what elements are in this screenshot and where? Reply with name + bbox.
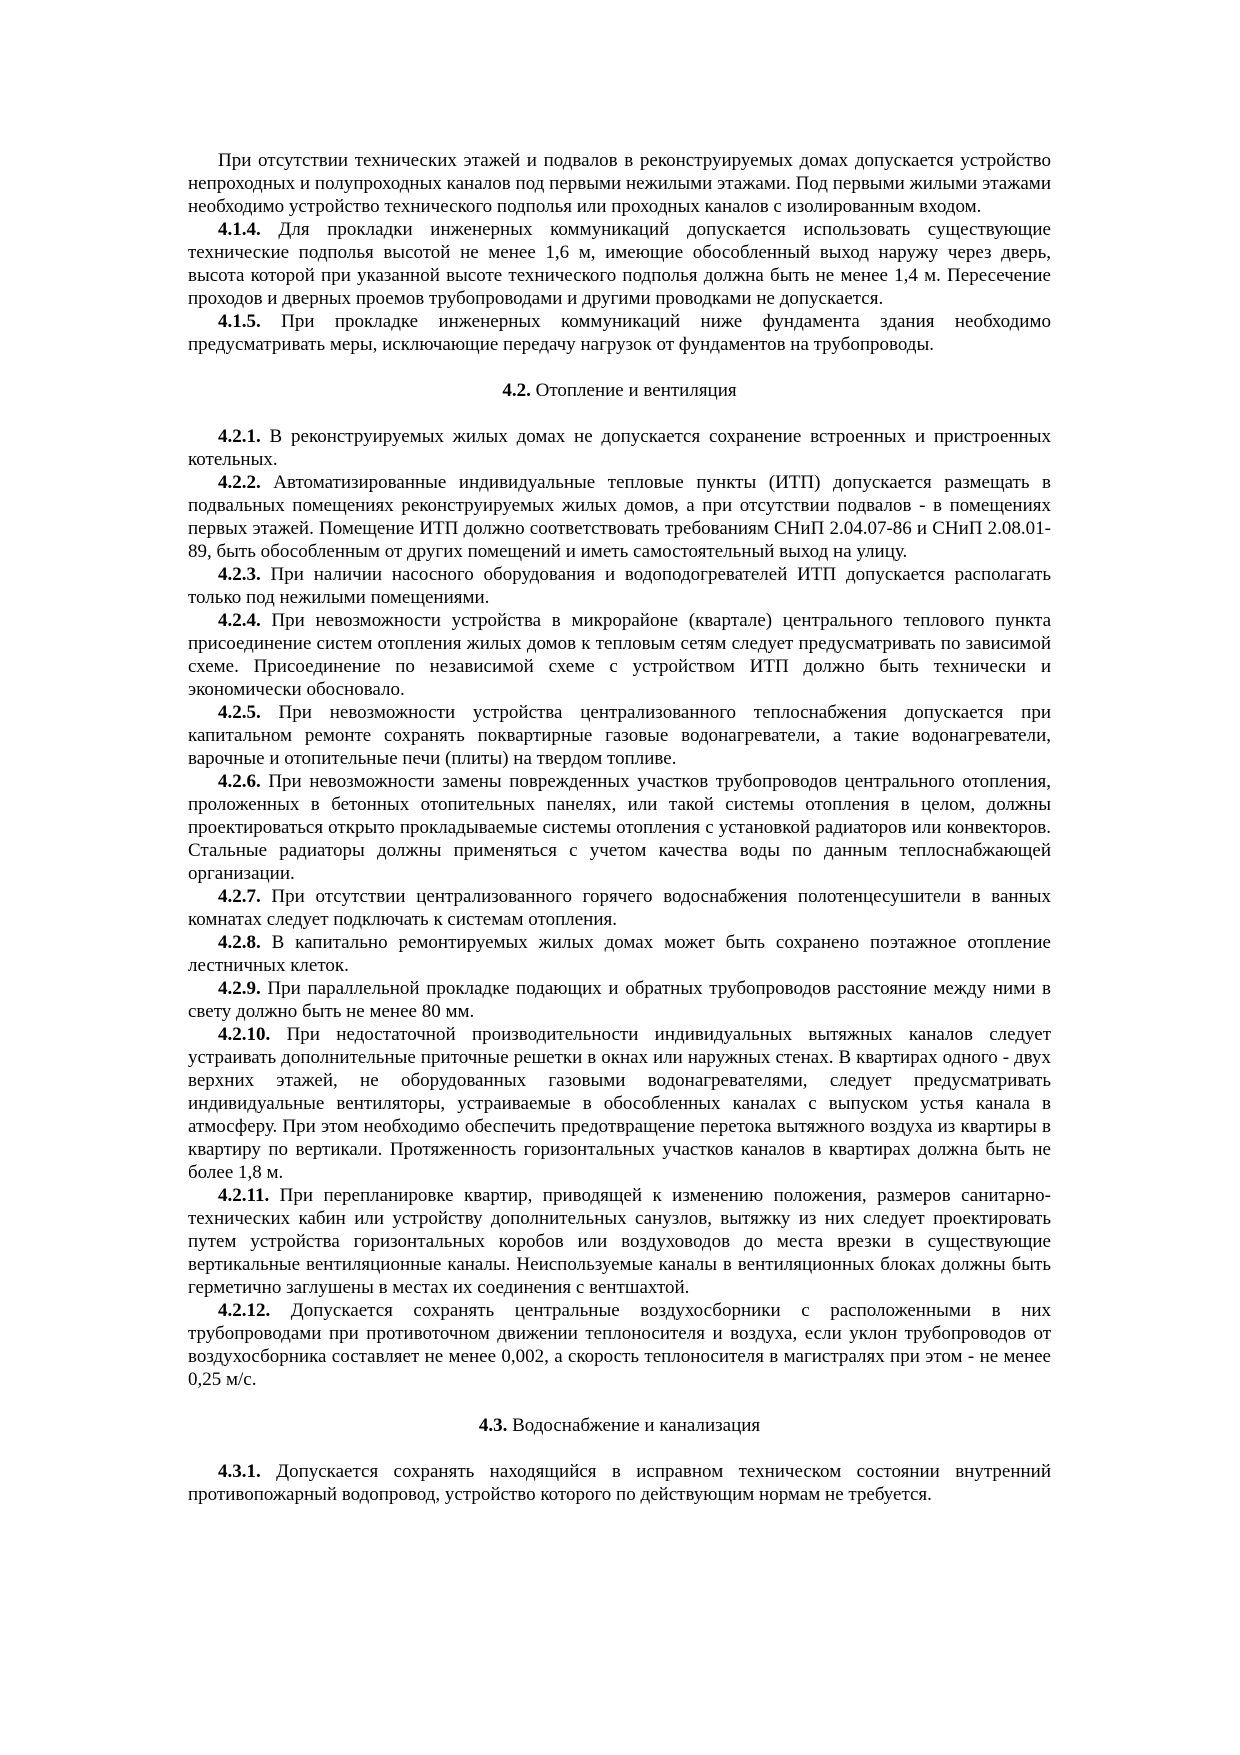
section-heading-4-2 (188, 379, 1051, 402)
clause-4-2-8 (188, 931, 1051, 977)
clause-number: 4.1.4. (218, 219, 261, 240)
clause-number: 4.1.5. (218, 311, 261, 332)
clause-number: 4.2.1. (218, 426, 261, 447)
clause-text: При отсутствии централизованного горячего водоснабжения полотенцесушители в ванных комнатах следует подключать к системам отопления. (188, 886, 1051, 930)
clause-text: Допускается сохранять находящийся в исправном техническом состоянии внутренний противопожарный водопровод, устройство которого по действующим нормам не требуется. (188, 1461, 1051, 1505)
clause-4-2-6 (188, 770, 1051, 885)
clause-number: 4.3.1. (218, 1461, 261, 1482)
clause-number: 4.2.12. (218, 1300, 271, 1321)
clause-number: 4.2.11. (218, 1185, 270, 1206)
clause-text: При прокладке инженерных коммуникаций ниже фундамента здания необходимо предусматривать меры, исключающие передачу нагрузок от фундаментов на трубопроводы. (188, 311, 1051, 355)
clause-number: 4.2.6. (218, 771, 261, 792)
clause-text: При невозможности устройства централизованного теплоснабжения допускается при капитальном ремонте сохранять поквартирные газовые водонагреватели, а такие водонагреватели, варочные и отопительные печи (плиты) на твердом топливе. (188, 702, 1051, 769)
section-heading-4-3 (188, 1414, 1051, 1437)
clause-4-2-7 (188, 885, 1051, 931)
clause-4-2-9 (188, 977, 1051, 1023)
clause-number: 4.2.9. (218, 978, 261, 999)
clause-4-2-3 (188, 563, 1051, 609)
clause-4-2-2 (188, 471, 1051, 563)
clause-4-1-5 (188, 310, 1051, 356)
clause-4-2-1 (188, 425, 1051, 471)
clause-4-2-5 (188, 701, 1051, 770)
section-number: 4.2. (502, 380, 531, 401)
clause-4-1-4 (188, 218, 1051, 310)
clause-number: 4.2.7. (218, 886, 261, 907)
clause-text: При параллельной прокладке подающих и обратных трубопроводов расстояние между ними в свету должно быть не менее 80 мм. (188, 978, 1051, 1022)
clause-4-2-12 (188, 1299, 1051, 1391)
clause-text: В капитально ремонтируемых жилых домах может быть сохранено поэтажное отопление лестничных клеток. (188, 932, 1051, 976)
clause-text: При недостаточной производительности индивидуальных вытяжных каналов следует устраивать дополнительные приточные решетки в окнах или наружных стенах. В квартирах одного - двух верхних этажей, не оборудованных газовыми водонагревателями, следует предусматривать индивидуальные вентиляторы, устраиваемые в обособленных каналах с выпуском устья канала в атмосферу. При этом необходимо обеспечить предотвращение перетока вытяжного воздуха из квартиры в квартиру по вертикали. Протяженность горизонтальных участков каналов в квартирах должна быть не более 1,8 м. (188, 1024, 1051, 1183)
clause-4-2-10 (188, 1023, 1051, 1184)
clause-text: Автоматизированные индивидуальные тепловые пункты (ИТП) допускается размещать в подвальных помещениях реконструируемых жилых домов, а при отсутствии подвалов - в помещениях первых этажей. Помещение ИТП должно соответствовать требованиям СНиП 2.04.07-86 и СНиП 2.08.01-89, быть обособленным от других помещений и иметь самостоятельный выход на улицу. (188, 472, 1051, 562)
intro-paragraph: При отсутствии технических этажей и подвалов в реконструируемых домах допускается устройство непроходных и полупроходных каналов под первыми нежилыми этажами. Под первыми жилыми этажами необходимо устройство технического подполья или проходных каналов с изолированным входом. (188, 150, 1051, 217)
clause-text: При наличии насосного оборудования и водоподогревателей ИТП допускается располагать только под нежилыми помещениями. (188, 564, 1051, 608)
clause-text: При невозможности замены поврежденных участков трубопроводов центрального отопления, проложенных в бетонных отопительных панелях, или такой системы отопления в целом, должны проектироваться открыто прокладываемые системы отопления с установкой радиаторов или конвекторов. Стальные радиаторы должны применяться с учетом качества воды по данным теплоснабжающей организации. (188, 771, 1051, 884)
section-number: 4.3. (478, 1415, 508, 1436)
clause-number: 4.2.5. (218, 702, 261, 723)
clause-4-2-4 (188, 609, 1051, 701)
clause-text: В реконструируемых жилых домах не допускается сохранение встроенных и пристроенных котельных. (188, 426, 1051, 470)
section-title: Отопление и вентиляция (530, 380, 737, 401)
clause-text: Для прокладки инженерных коммуникаций допускается использовать существующие технические подполья высотой не менее 1,6 м, имеющие обособленный выход наружу через дверь, высота которой при указанной высоте технического подполья должна быть не менее 1,4 м. Пересечение проходов и дверных проемов трубопроводами и другими проводками не допускается. (188, 219, 1051, 309)
clause-number: 4.2.2. (218, 472, 261, 493)
clause-text: При перепланировке квартир, приводящей к изменению положения, размеров санитарно-технических кабин или устройству дополнительных санузлов, вытяжку из них следует проектировать путем устройства горизонтальных коробов или воздуховодов до места врезки в существующие вертикальные вентиляционные каналы. Неиспользуемые каналы в вентиляционных блоках должны быть герметично заглушены в местах их соединения с вентшахтой. (188, 1185, 1051, 1298)
section-title: Водоснабжение и канализация (507, 1415, 761, 1436)
clause-text: При невозможности устройства в микрорайоне (квартале) центрального теплового пункта присоединение систем отопления жилых домов к тепловым сетям следует предусматривать по зависимой схеме. Присоединение по независимой схеме с устройством ИТП должно быть технически и экономически обосновало. (188, 610, 1051, 700)
clause-number: 4.2.3. (218, 564, 261, 585)
clause-4-2-11 (188, 1184, 1051, 1299)
clause-text: Допускается сохранять центральные воздухосборники с расположенными в них трубопроводами при противоточном движении теплоносителя и воздуха, если уклон трубопроводов от воздухосборника составляет не менее 0,002, а скорость теплоносителя в магистралях при этом - не менее 0,25 м/с. (188, 1300, 1051, 1390)
document-page (188, 149, 1051, 1506)
clause-4-3-1 (188, 1460, 1051, 1506)
clause-number: 4.2.4. (218, 610, 261, 631)
clause-number: 4.2.10. (218, 1024, 271, 1045)
clause-number: 4.2.8. (218, 932, 261, 953)
